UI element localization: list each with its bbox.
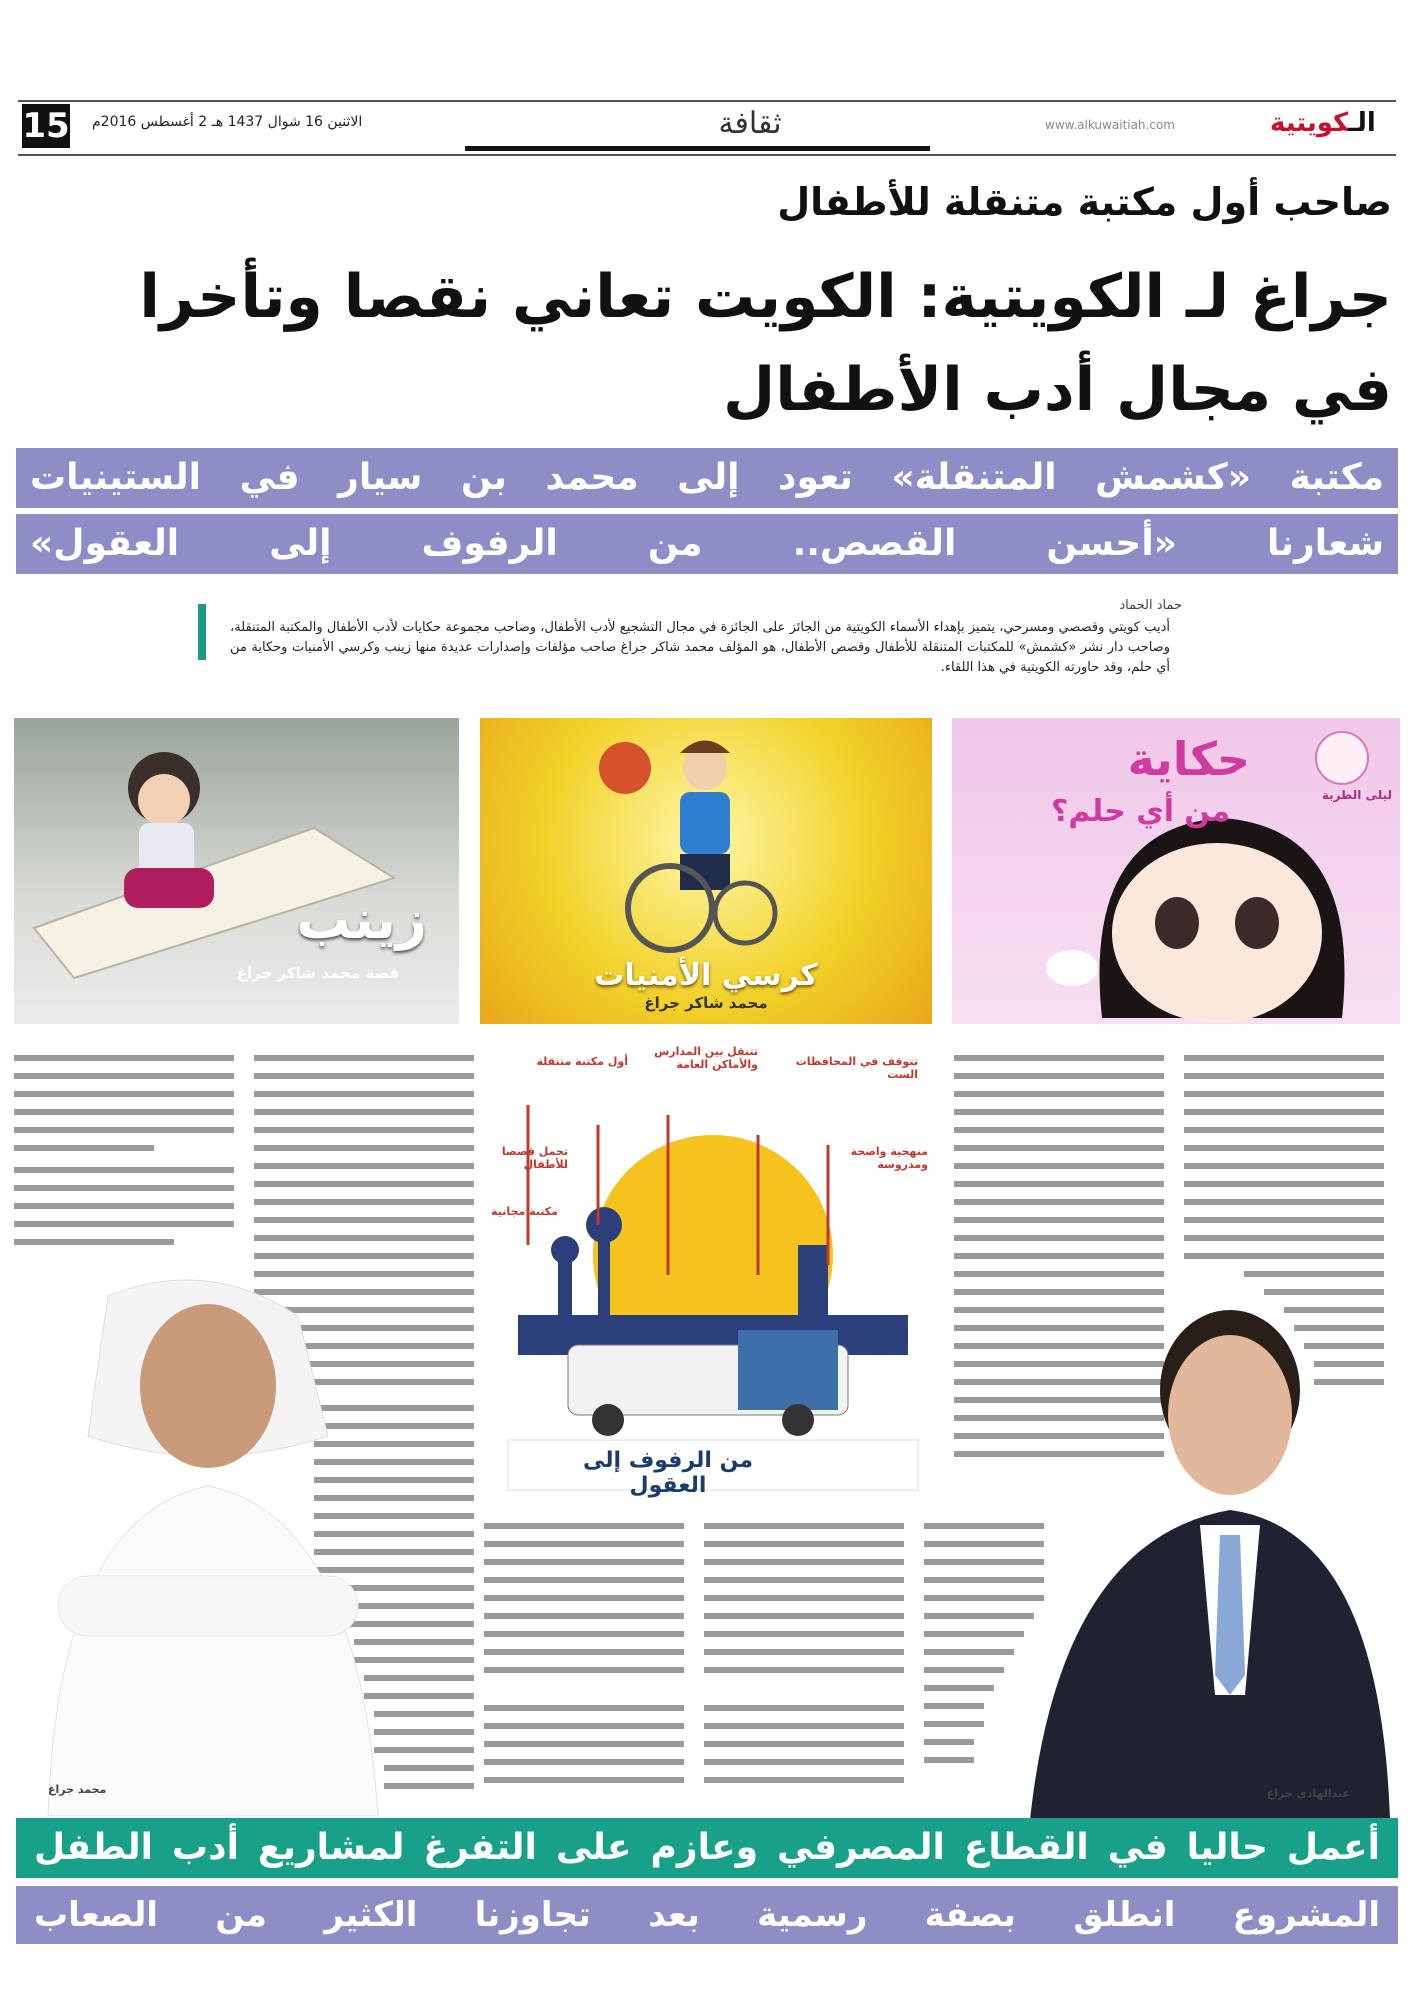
subheadline-band-1: مكتبة «كشمش المتنقلة» تعود إلى محمد بن سيار في الستينيات [16,448,1398,508]
mobile-library-infographic [488,1045,938,1498]
infographic-item-6: مكتبة مجانية [491,1205,558,1218]
infographic-item-5: منهجية واضحة ومدروسة [850,1145,928,1171]
portrait-illustration-right [1030,1295,1390,1820]
intro-byline: حماد الحماد [1119,598,1182,613]
newspaper-logo [1270,108,1376,138]
dream-story-subtitle: من أي حلم؟ [1050,794,1230,829]
dream-story-title: حكاية [1127,732,1250,786]
pullquote-band-2: المشروع انطلق بصفة رسمية بعد تجاوزنا الكثير من الصعاب [16,1886,1398,1944]
caption-left-photo: محمد جراغ [48,1783,107,1796]
infographic-item-3: تتوقف في المحافظات الست [795,1055,918,1081]
kicker: صاحب أول مكتبة متنقلة للأطفال [777,180,1392,224]
headline-line-2: في مجال أدب الأطفال [723,355,1392,425]
infographic-item-2: تتنقل بين المدارس والأماكن العامة [654,1045,758,1071]
portrait-illustration-left [28,1256,388,1816]
zainab-subtitle: قصة محمد شاكر جراغ [236,964,399,982]
wishes-chair-author: محمد شاكر جراغ [644,994,768,1012]
logo-prefix: الـ [1348,108,1376,138]
page-number: 15 [22,106,70,146]
photo-abdulhadi-jeragh [1030,1295,1390,1820]
zainab-title: زينب [296,888,427,951]
infographic-item-4: تحمل قصصا للأطفال [501,1145,568,1171]
pullquote-band-1: أعمل حاليا في القطاع المصرفي وعازم على التفرغ لمشاريع أدب الطفل [16,1818,1398,1878]
book-cover-wishes-chair [480,718,932,1024]
book-cover-dream-story [952,718,1400,1024]
intro-accent-bar [198,604,206,660]
intro-text: أديب كويتي وقصصي ومسرحي، يتميز بإهداء الأسماء الكويتية من الجائز على الجائزة في مجال التشجيع لأدب الأطفال، وصاحب مجموعة حكايات لأدب الأطفال والمكتبة المتنقلة، وصاحب دار نشر «كشمش» للمكتبات المتنقلة للأطفال وقصص الأطفال، هو المؤلف محمد شاكر جراغ صاحب مؤلفات وإصدارات عديدة منها زينب وكرسي الأمنيات وحكاية من أي حلم، وقد حاورته الكويتية في هذا اللقاء. [230,620,1170,675]
photo-mohammad-jeragh [28,1256,388,1816]
issue-date: الاثنين 16 شوال 1437 هـ 2 أغسطس 2016م [92,114,363,130]
wishes-chair-title: كرسي الأمنيات [594,958,818,993]
infographic-slogan: من الرفوف إلى العقول [582,1448,754,1498]
section-rule [465,146,930,151]
subheadline-band-2: شعارنا «أحسن القصص.. من الرفوف إلى العقول» [16,514,1398,574]
infographic-item-1: أول مكتبة متنقلة [536,1055,628,1068]
section-title: ثقافة [718,106,782,141]
logo-brand: كويتية [1270,108,1349,138]
infographic-art [488,1045,938,1495]
headline-line-1: جراغ لـ الكويتية: الكويت تعاني نقصا وتأخرا [139,262,1392,332]
dream-story-logo: ليلى الطربة [1321,788,1392,802]
book-cover-zainab [14,718,459,1024]
caption-right-photo: عبدالهادي جراغ [1266,1787,1350,1800]
site-url: www.alkuwaitiah.com [1045,118,1175,132]
